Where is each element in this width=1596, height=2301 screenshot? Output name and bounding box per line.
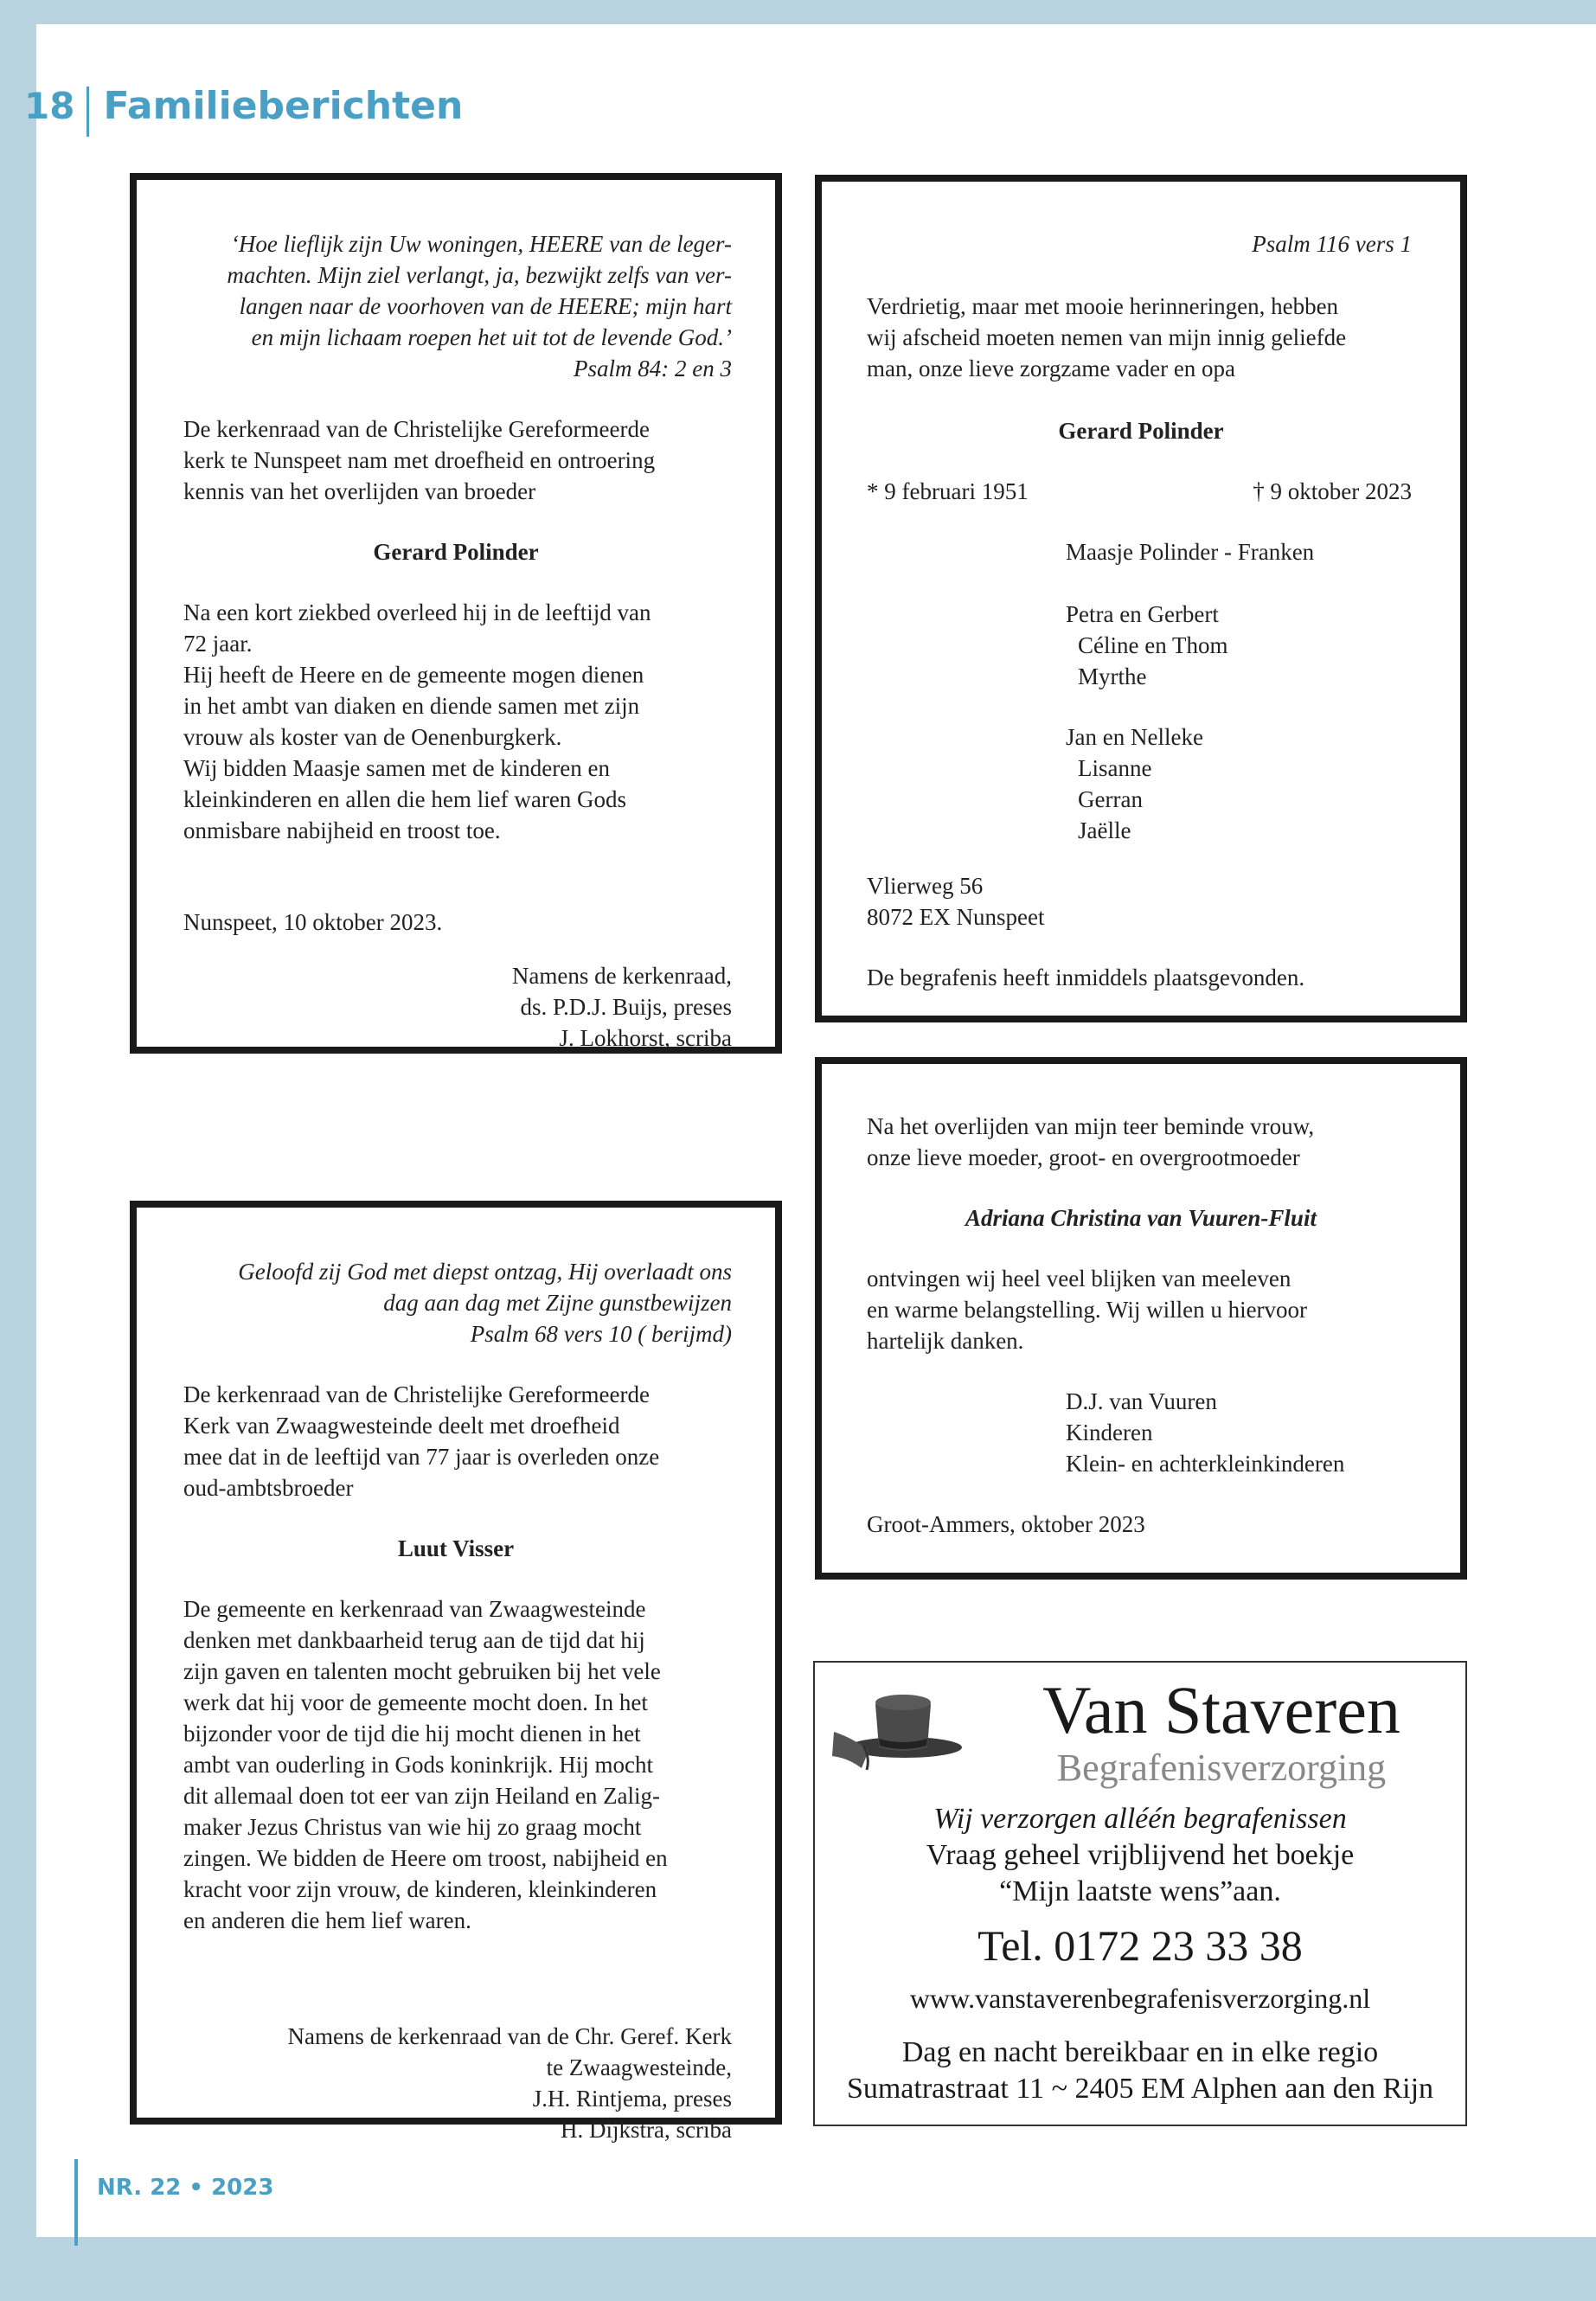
- ad-text-line: Vraag geheel vrijblijvend het boekje: [926, 1839, 1355, 1871]
- birth-date: * 9 februari 1951: [867, 478, 1029, 504]
- notice-box-kerkenraad-nunspeet: [130, 173, 782, 1054]
- body-line: Verdrietig, maar met mooie herinneringen, hebben: [867, 293, 1339, 319]
- body-line: ontvingen wij heel veel blijken van meeleven: [867, 1266, 1292, 1292]
- body-line: denken met dankbaarheid terug aan de tijd dat hij: [183, 1627, 645, 1653]
- funeral-note: De begrafenis heeft inmiddels plaatsgevonden.: [867, 965, 1305, 990]
- page-header: [24, 71, 463, 140]
- body-line: De gemeente en kerkenraad van Zwaagwesteinde: [183, 1596, 646, 1622]
- signature-line: Klein- en achterkleinkinderen: [1066, 1451, 1345, 1477]
- body-line: en anderen die hem lief waren.: [183, 1907, 471, 1933]
- deceased-name: Luut Visser: [397, 1535, 515, 1561]
- body-line: kennis van het overlijden van broeder: [183, 478, 536, 504]
- advertisement-van-staveren: [813, 1661, 1467, 2126]
- psalm-quote-line: ‘Hoe lieflijk zijn Uw woningen, HEERE van de leger-: [230, 231, 732, 257]
- psalm-reference: Psalm 68 vers 10 ( berijmd): [470, 1321, 732, 1347]
- body-line: Wij bidden Maasje samen met de kinderen en: [183, 755, 611, 781]
- deceased-name: Gerard Polinder: [1058, 418, 1224, 444]
- ad-phone: Tel. 0172 23 33 38: [977, 1921, 1303, 1970]
- ad-availability: Dag en nacht bereikbaar en in elke regio: [901, 2036, 1379, 2068]
- body-line: Hij heeft de Heere en de gemeente mogen dienen: [183, 662, 644, 688]
- psalm-quote-line: langen naar de voorhoven van de HEERE; mijn hart: [239, 293, 732, 319]
- family-member: Jaëlle: [1078, 817, 1131, 843]
- section-title: Familieberichten: [103, 83, 464, 128]
- signature-line: J. Lokhorst, scriba: [559, 1025, 732, 1051]
- place-date: Groot-Ammers, oktober 2023: [867, 1511, 1145, 1537]
- ad-text-line: “Mijn laatste wens”aan.: [999, 1875, 1281, 1907]
- body-line: De kerkenraad van de Christelijke Gereformeerde: [183, 416, 650, 442]
- body-line: oud-ambtsbroeder: [183, 1475, 354, 1501]
- body-line: vrouw als koster van de Oenenburgkerk.: [183, 724, 562, 750]
- body-line: Na een kort ziekbed overleed hij in de leeftijd van: [183, 599, 651, 625]
- top-hat-icon: [829, 1678, 967, 1773]
- body-line: in het ambt van diaken en diende samen met zijn: [183, 693, 640, 719]
- signature-line: ds. P.D.J. Buijs, preses: [520, 994, 732, 1020]
- body-line: werk dat hij voor de gemeente mocht doen. In het: [183, 1689, 648, 1715]
- ad-tagline: Wij verzorgen alléén begrafenissen: [933, 1803, 1347, 1835]
- signature-line: Namens de kerkenraad,: [511, 963, 732, 989]
- family-member: Petra en Gerbert: [1066, 601, 1219, 627]
- family-member: Myrthe: [1078, 663, 1147, 689]
- address-line: 8072 EX Nunspeet: [867, 904, 1045, 930]
- family-member: Gerran: [1078, 786, 1143, 812]
- body-line: mee dat in de leeftijd van 77 jaar is overleden onze: [183, 1444, 660, 1470]
- signature-line: D.J. van Vuuren: [1066, 1388, 1217, 1414]
- body-line: Kerk van Zwaagwesteinde deelt met droefheid: [183, 1413, 620, 1439]
- ad-address: Sumatrastraat 11 ~ 2405 EM Alphen aan den Rijn: [846, 2073, 1434, 2105]
- body-line: Na het overlijden van mijn teer beminde vrouw,: [867, 1113, 1315, 1139]
- signature-line: Namens de kerkenraad van de Chr. Geref. Kerk: [287, 2023, 732, 2049]
- header-divider: [87, 87, 89, 137]
- body-line: kerk te Nunspeet nam met droefheid en ontroering: [183, 447, 656, 473]
- body-line: zingen. We bidden de Heere om troost, nabijheid en: [183, 1845, 668, 1871]
- death-date: † 9 oktober 2023: [1253, 478, 1412, 504]
- body-line: onze lieve moeder, groot- en overgrootmoeder: [867, 1144, 1300, 1170]
- body-line: 72 jaar.: [183, 631, 253, 657]
- footer-rule: [74, 2159, 78, 2246]
- ad-brand-subtitle: Begrafenisverzorging: [1056, 1747, 1387, 1789]
- body-line: wij afscheid moeten nemen van mijn innig geliefde: [867, 324, 1347, 350]
- family-member: Lisanne: [1078, 755, 1152, 781]
- psalm-quote-line: dag aan dag met Zijne gunstbewijzen: [383, 1290, 732, 1316]
- notice-box-thanks-van-vuuren: [815, 1057, 1467, 1580]
- psalm-reference: Psalm 84: 2 en 3: [574, 356, 732, 381]
- body-line: man, onze lieve zorgzame vader en opa: [867, 356, 1236, 381]
- body-line: maker Jezus Christus van wie hij zo graag mocht: [183, 1814, 642, 1840]
- notice-box-family-polinder: [815, 175, 1467, 1022]
- address-line: Vlierweg 56: [867, 873, 984, 899]
- deceased-name: Adriana Christina van Vuuren-Fluit: [965, 1205, 1317, 1231]
- issue-number: NR. 22 • 2023: [97, 2175, 274, 2201]
- place-date: Nunspeet, 10 oktober 2023.: [183, 909, 443, 935]
- body-line: en warme belangstelling. Wij willen u hiervoor: [867, 1297, 1308, 1323]
- body-line: onmisbare nabijheid en troost toe.: [183, 817, 501, 843]
- body-line: kleinkinderen en allen die hem lief waren Gods: [183, 786, 627, 812]
- signature-line: H. Dijkstra, scriba: [561, 2117, 732, 2143]
- psalm-quote-line: machten. Mijn ziel verlangt, ja, bezwijkt zelfs van ver-: [227, 262, 732, 288]
- signature-line: Kinderen: [1066, 1420, 1153, 1445]
- body-line: ambt van ouderling in Gods koninkrijk. Hij mocht: [183, 1752, 653, 1778]
- psalm-reference: Psalm 116 vers 1: [1252, 231, 1412, 257]
- family-member: Maasje Polinder - Franken: [1066, 539, 1315, 565]
- family-member: Jan en Nelleke: [1066, 724, 1203, 750]
- body-line: hartelijk danken.: [867, 1328, 1024, 1354]
- body-line: kracht voor zijn vrouw, de kinderen, kleinkinderen: [183, 1876, 657, 1902]
- signature-line: te Zwaagwesteinde,: [546, 2054, 732, 2080]
- page-number: 18: [24, 84, 75, 127]
- psalm-quote-line: en mijn lichaam roepen het uit tot de levende God.’: [251, 324, 732, 350]
- body-line: dit allemaal doen tot eer van zijn Heiland en Zalig-: [183, 1783, 661, 1809]
- signature-line: J.H. Rintjema, preses: [532, 2086, 732, 2112]
- family-member: Céline en Thom: [1078, 632, 1228, 658]
- deceased-name: Gerard Polinder: [373, 539, 539, 565]
- body-line: De kerkenraad van de Christelijke Gereformeerde: [183, 1381, 650, 1407]
- psalm-quote-line: Geloofd zij God met diepst ontzag, Hij overlaadt ons: [238, 1259, 732, 1285]
- body-line: bijzonder voor de tijd die hij mocht dienen in het: [183, 1721, 641, 1747]
- notice-box-kerkenraad-zwaagwesteinde: [130, 1201, 782, 2143]
- ad-brand-name: Van Staveren: [1042, 1672, 1401, 1747]
- body-line: zijn gaven en talenten mocht gebruiken bij het vele: [183, 1658, 661, 1684]
- ad-website: www.vanstaverenbegrafenisverzorging.nl: [909, 1983, 1371, 2014]
